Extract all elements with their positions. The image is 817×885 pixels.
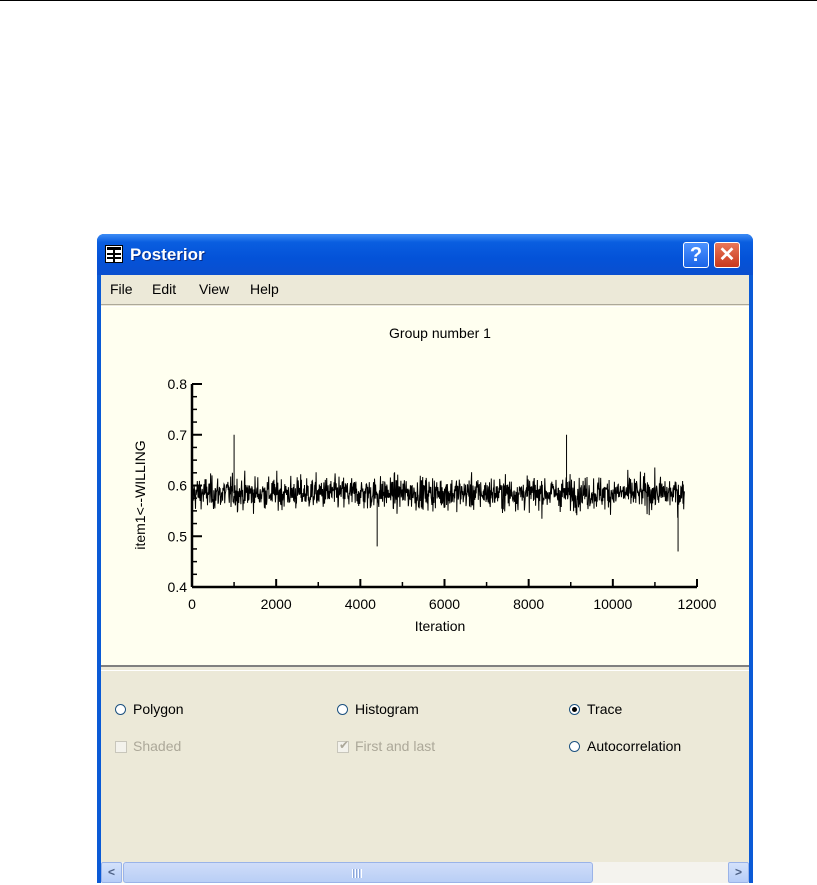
trace-radio[interactable] (569, 704, 580, 715)
y-tick-label: 0.8 (167, 376, 187, 392)
x-tick-label: 10000 (593, 596, 633, 612)
chart-title: Group number 1 (389, 325, 491, 341)
polygon-radio[interactable] (115, 704, 126, 715)
y-tick-label: 0.5 (167, 528, 187, 545)
help-button[interactable]: ? (683, 242, 709, 268)
x-axis-label: Iteration (414, 618, 466, 634)
autocorrelation-radio[interactable] (569, 741, 580, 752)
trace-series (192, 435, 684, 552)
horizontal-scrollbar[interactable] (101, 862, 749, 883)
autocorrelation-label: Autocorrelation (587, 738, 682, 754)
scroll-right-button[interactable]: > (728, 862, 749, 883)
plot-pane (101, 306, 749, 666)
histogram-radio[interactable] (337, 704, 348, 715)
window-title: Posterior (130, 245, 205, 264)
y-tick-label: 0.4 (167, 579, 187, 595)
x-tick-label: 8000 (513, 596, 545, 612)
menu-help[interactable]: Help (250, 281, 279, 297)
x-tick-label: 12000 (677, 596, 717, 612)
close-button[interactable]: ✕ (714, 242, 740, 268)
scroll-left-button[interactable]: < (101, 862, 122, 883)
x-tick-label: 0 (188, 596, 196, 612)
radio-selected-dot (572, 707, 577, 712)
scroll-thumb[interactable] (123, 862, 593, 883)
y-tick-label: 0.7 (167, 426, 187, 443)
shaded-label: Shaded (133, 738, 182, 754)
window-client (101, 275, 749, 883)
posterior-window (97, 234, 753, 883)
scroll-grip-icon (352, 869, 362, 878)
trace-line (192, 468, 684, 519)
histogram-label: Histogram (355, 701, 419, 717)
menu-bar (101, 275, 749, 305)
trace-plot (101, 307, 749, 666)
y-axis-label: item1<--WILLING (132, 440, 148, 550)
x-tick-label: 6000 (428, 596, 461, 612)
pane-splitter[interactable] (101, 665, 749, 671)
title-bar[interactable] (97, 234, 753, 275)
x-tick-label: 2000 (260, 596, 292, 612)
first-and-last-label: First and last (355, 738, 436, 754)
check-mark-icon: ✔ (339, 738, 350, 752)
menu-edit[interactable]: Edit (152, 281, 177, 297)
y-tick-label: 0.6 (167, 477, 187, 494)
x-tick-label: 4000 (344, 596, 376, 612)
menu-view[interactable]: View (199, 281, 230, 297)
polygon-label: Polygon (133, 701, 184, 717)
window-grid-icon (105, 245, 123, 263)
page-top-rule (0, 0, 817, 1)
first-and-last-checkbox[interactable] (337, 738, 350, 753)
menu-file[interactable]: File (110, 281, 133, 297)
trace-label: Trace (587, 701, 623, 717)
shaded-checkbox[interactable] (115, 741, 127, 753)
